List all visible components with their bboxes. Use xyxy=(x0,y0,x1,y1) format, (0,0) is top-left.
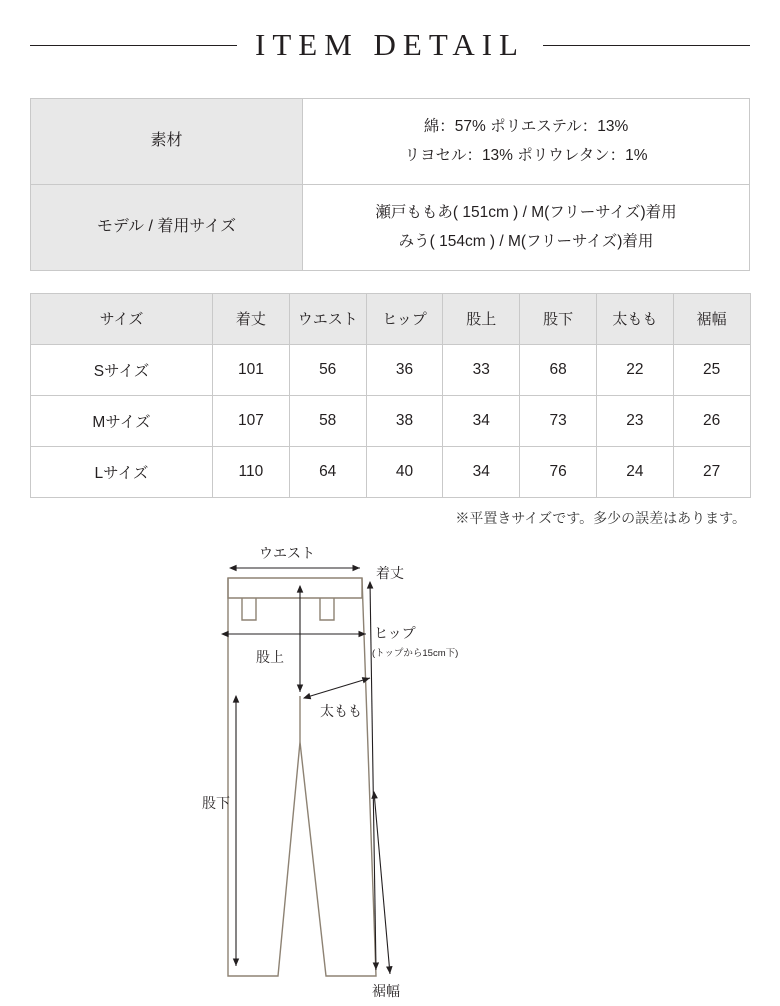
label-thigh: 太もも xyxy=(320,702,362,719)
size-cell: 101 xyxy=(213,344,290,395)
page-title-row xyxy=(0,0,780,62)
spec-value-material-line1: 綿：57% ポリエステル：13% xyxy=(423,118,629,135)
inseam-dimension xyxy=(202,696,236,966)
size-cell: 56 xyxy=(289,344,366,395)
size-table-header-cell: 股下 xyxy=(520,293,597,344)
size-table-header-cell: 太もも xyxy=(596,293,673,344)
thigh-dimension xyxy=(304,678,370,719)
spec-label-material: 素材 xyxy=(31,99,303,185)
title-rule-left xyxy=(30,45,237,46)
size-cell: 34 xyxy=(443,446,520,497)
page-title: ITEM DETAIL xyxy=(255,27,525,62)
label-hip: ヒップ xyxy=(374,624,416,641)
spec-table xyxy=(30,98,750,271)
size-cell: 22 xyxy=(596,344,673,395)
measurement-diagram xyxy=(0,546,780,1006)
table-row xyxy=(31,395,751,446)
pants-outline xyxy=(228,578,376,976)
size-table xyxy=(30,293,751,498)
table-row xyxy=(31,184,750,270)
spec-value-model xyxy=(303,184,750,270)
label-inseam: 股下 xyxy=(202,794,230,811)
size-cell: 40 xyxy=(366,446,443,497)
size-cell: 68 xyxy=(520,344,597,395)
size-note: ※平置きサイズです。多少の誤差はあります。 xyxy=(455,509,746,526)
size-cell: Lサイズ xyxy=(31,446,213,497)
waist-dimension xyxy=(230,546,360,568)
size-table-header-cell: 股上 xyxy=(443,293,520,344)
label-hem: 裾幅 xyxy=(372,982,400,999)
title-rule-right xyxy=(543,45,750,46)
size-cell: 58 xyxy=(289,395,366,446)
table-row xyxy=(31,446,751,497)
label-length: 着丈 xyxy=(376,564,404,581)
size-table-header-cell: 裾幅 xyxy=(673,293,750,344)
size-table-header-cell: ウエスト xyxy=(289,293,366,344)
size-cell: 107 xyxy=(213,395,290,446)
size-cell: 26 xyxy=(673,395,750,446)
size-cell: Sサイズ xyxy=(31,344,213,395)
size-cell: 110 xyxy=(213,446,290,497)
size-cell: 76 xyxy=(520,446,597,497)
size-table-header-cell: 着丈 xyxy=(213,293,290,344)
size-cell: 38 xyxy=(366,395,443,446)
table-row xyxy=(31,344,751,395)
size-cell: 73 xyxy=(520,395,597,446)
size-cell: Mサイズ xyxy=(31,395,213,446)
size-cell: 36 xyxy=(366,344,443,395)
size-table-header-cell: ヒップ xyxy=(366,293,443,344)
size-cell: 23 xyxy=(596,395,673,446)
label-rise: 股上 xyxy=(256,648,284,665)
label-waist: ウエスト xyxy=(259,545,315,561)
size-cell: 25 xyxy=(673,344,750,395)
size-cell: 24 xyxy=(596,446,673,497)
spec-value-material xyxy=(303,99,750,185)
rise-dimension xyxy=(256,586,300,692)
spec-value-model-line1: 瀬戸ももあ( 151cm ) / M(フリーサイズ)着用 xyxy=(375,203,677,221)
spec-value-material-line2: リヨセル：13% ポリウレタン：1% xyxy=(404,147,648,165)
size-cell: 34 xyxy=(443,395,520,446)
size-cell: 33 xyxy=(443,344,520,395)
size-cell: 64 xyxy=(289,446,366,497)
table-row xyxy=(31,99,750,185)
size-cell: 27 xyxy=(673,446,750,497)
pants-diagram-svg xyxy=(180,546,600,1006)
spec-value-model-line2: みう( 154cm ) / M(フリーサイズ)着用 xyxy=(398,233,654,251)
size-table-header-row xyxy=(31,293,751,344)
spec-label-model: モデル / 着用サイズ xyxy=(31,184,303,270)
label-hip-note: (トップから15cm下) xyxy=(372,647,459,659)
size-table-header-cell: サイズ xyxy=(31,293,213,344)
